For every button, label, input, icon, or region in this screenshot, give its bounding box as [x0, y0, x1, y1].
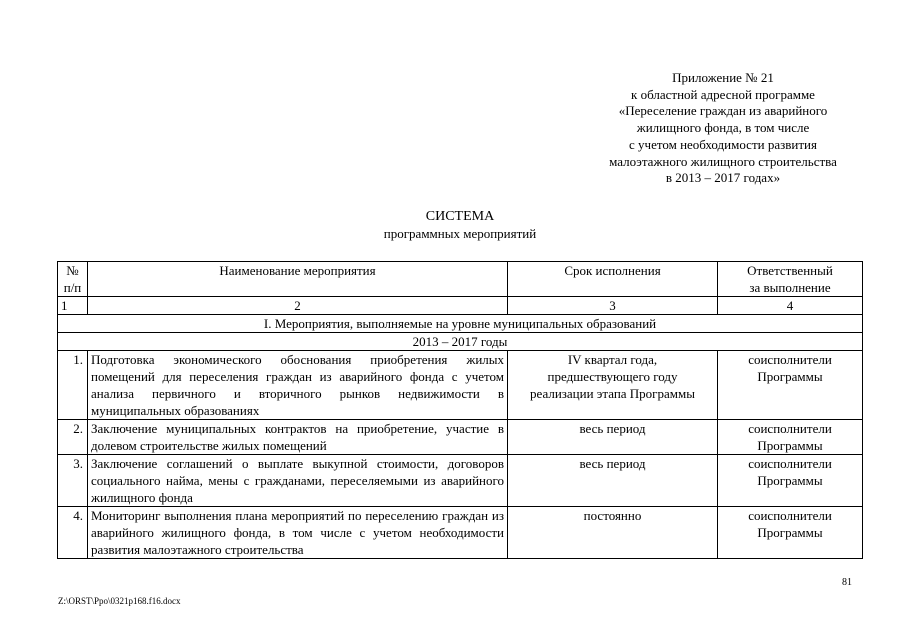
- header-name: Наименование мероприятия: [88, 262, 508, 297]
- table-row: [58, 507, 863, 559]
- row-term-line: реализации этапа Программы: [530, 386, 695, 401]
- header-num-line: №: [66, 263, 79, 278]
- page-number: 81: [842, 577, 852, 588]
- appendix-line: жилищного фонда, в том числе: [636, 120, 810, 136]
- appendix-line: с учетом необходимости развития: [629, 136, 817, 152]
- row-resp-line: Программы: [757, 369, 823, 384]
- row-resp-line: соисполнители: [748, 508, 832, 523]
- section-heading: I. Мероприятия, выполняемые на уровне муниципальных образований: [58, 315, 863, 333]
- appendix-line: «Переселение граждан из аварийного: [618, 103, 828, 119]
- row-number: 4.: [58, 507, 88, 559]
- period-heading: 2013 – 2017 годы: [58, 333, 863, 351]
- row-number: 2.: [58, 420, 88, 455]
- column-number: 2: [88, 297, 508, 315]
- row-responsible: [718, 351, 863, 420]
- header-num: [58, 262, 88, 297]
- row-term-line: IV квартал года,: [567, 352, 658, 367]
- row-resp-line: соисполнители: [748, 421, 832, 436]
- row-number: 1.: [58, 351, 88, 420]
- appendix-line: в 2013 – 2017 годах»: [665, 170, 781, 186]
- header-resp-line: за выполнение: [749, 280, 831, 295]
- row-resp-line: соисполнители: [748, 352, 832, 367]
- row-measure: Подготовка экономического обоснования приобретения жилых помещений для переселения граждан из аварийного фонда с учетом анализа первичного и вторичного рынков недвижимости в муниципальных образованиях: [88, 351, 508, 420]
- table-header-row: [58, 262, 863, 297]
- table-row: [58, 420, 863, 455]
- column-number: 4: [718, 297, 863, 315]
- table-row: [58, 351, 863, 420]
- row-resp-line: Программы: [757, 473, 823, 488]
- appendix-block: [583, 70, 863, 187]
- column-number-row: [58, 297, 863, 315]
- appendix-line: к областной адресной программе: [631, 86, 815, 102]
- column-number: 1: [58, 297, 88, 315]
- period-row: [58, 333, 863, 351]
- row-measure: Заключение муниципальных контрактов на приобретение, участие в долевом строительстве жилых помещений: [88, 420, 508, 455]
- row-term-line: весь период: [579, 421, 646, 436]
- row-responsible: [718, 420, 863, 455]
- section-row: [58, 315, 863, 333]
- header-term: Срок исполнения: [508, 262, 718, 297]
- row-term: [508, 351, 718, 420]
- header-resp: [718, 262, 863, 297]
- document-title: [0, 208, 905, 242]
- table-row: [58, 455, 863, 507]
- row-term: [508, 455, 718, 507]
- row-resp-line: Программы: [757, 438, 823, 453]
- appendix-line: малоэтажного жилищного строительства: [609, 153, 837, 169]
- row-responsible: [718, 507, 863, 559]
- row-measure: Заключение соглашений о выплате выкупной стоимости, договоров социального найма, мены с гражданами, переселяемыми из аварийного жилищного фонда: [88, 455, 508, 507]
- row-number: 3.: [58, 455, 88, 507]
- row-resp-line: соисполнители: [748, 456, 832, 471]
- appendix-line: Приложение № 21: [672, 70, 774, 85]
- column-number: 3: [508, 297, 718, 315]
- row-measure: Мониторинг выполнения плана мероприятий по переселению граждан из аварийного жилищного фонда, в том числе с учетом необходимости развития малоэтажного строительства: [88, 507, 508, 559]
- row-term: [508, 420, 718, 455]
- row-term: [508, 507, 718, 559]
- header-resp-line: Ответственный: [747, 263, 833, 278]
- title-main: СИСТЕМА: [425, 209, 495, 224]
- row-responsible: [718, 455, 863, 507]
- measures-table: [57, 261, 863, 559]
- file-path: Z:\ORST\Ppo\0321p168.f16.docx: [58, 596, 181, 606]
- row-term-line: постоянно: [583, 508, 642, 523]
- row-resp-line: Программы: [757, 525, 823, 540]
- header-num-line: п/п: [63, 280, 82, 295]
- row-term-line: весь период: [579, 456, 646, 471]
- row-term-line: предшествующего году: [547, 369, 678, 384]
- title-sub: программных мероприятий: [383, 226, 537, 241]
